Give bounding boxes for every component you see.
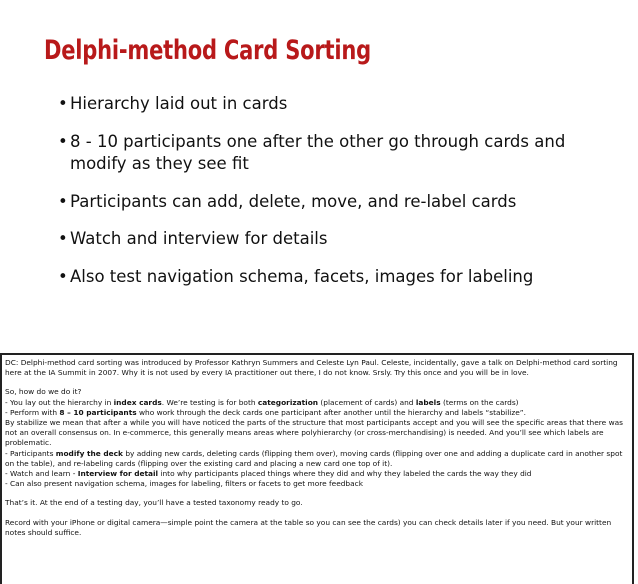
bullet-item [58,93,598,115]
bullet-item [58,191,598,213]
bullet-dot-icon: • [58,132,68,151]
notes-line-interview: - Watch and learn - Interview for detail into why participants placed things where they did and why they labeled the cards the way they did [5,469,532,479]
notes-line-modify: - Participants modify the deck by adding new cards, deleting cards (flipping them over), moving cards (flipping over one and adding a duplicate card in another spot on the table), and re-labeling cards (flipping over the existing card and placing a new card one top of it). [5,448,623,468]
bullet-text: Participants can add, delete, move, and re-label cards [70,192,517,211]
bullet-text: Hierarchy laid out in cards [70,94,288,113]
bullet-item [58,131,598,175]
bullet-text: 8 - 10 participants one after the other go through cards and modify as they see fit [70,132,566,173]
notes-intro: DC: Delphi-method card sorting was introduced by Professor Kathryn Summers and Celeste Lyn Paul. Celeste, incidentally, gave a talk on Delphi-method card sorting here at the IA Summit in 2007. Why it is not used by every IA practitioner out there, I do not know. Srsly. Try this once and you will be in love. [5,358,618,378]
notes-line-navigation: - Can also present navigation schema, images for labeling, filters or facets to get more feedback [5,479,363,489]
notes-how-heading: So, how do we do it? [5,387,82,397]
notes-line-hierarchy: - You lay out the hierarchy in index cards. We’re testing is for both categorization (placement of cards) and labels (terms on the cards) [5,397,519,407]
bullet-list [58,93,598,288]
notes-record: Record with your iPhone or digital camera—simple point the camera at the table so you can see the cards) you can check details later if you need. But your written notes should suffice. [5,517,612,537]
bullet-dot-icon: • [58,229,68,248]
bullet-dot-icon: • [58,192,68,211]
bullet-dot-icon: • [58,94,68,113]
notes-line-participants: - Perform with 8 – 10 participants who work through the deck cards one participant after another until the hierarchy and labels “stabilize”. [5,407,526,417]
bullet-text: Also test navigation schema, facets, images for labeling [70,267,534,286]
notes-line-stabilize: By stabilize we mean that after a while you will have noticed the parts of the structure that most participants accept and you will see the specific areas that there was not an overall consensus on. In e-commerce, this generally means areas where polyhierarchy (or cross-merchandising) is needed. And you’ll see which labels are problematic. [5,418,623,448]
bullet-dot-icon: • [58,267,68,286]
notes-end: That’s it. At the end of a testing day, you’ll have a tested taxonomy ready to go. [5,498,303,508]
bullet-item [58,228,598,250]
bullet-item [58,266,598,288]
slide-title: Delphi-method Card Sorting [44,35,371,66]
speaker-notes [0,353,634,584]
bullet-text: Watch and interview for details [70,229,328,248]
